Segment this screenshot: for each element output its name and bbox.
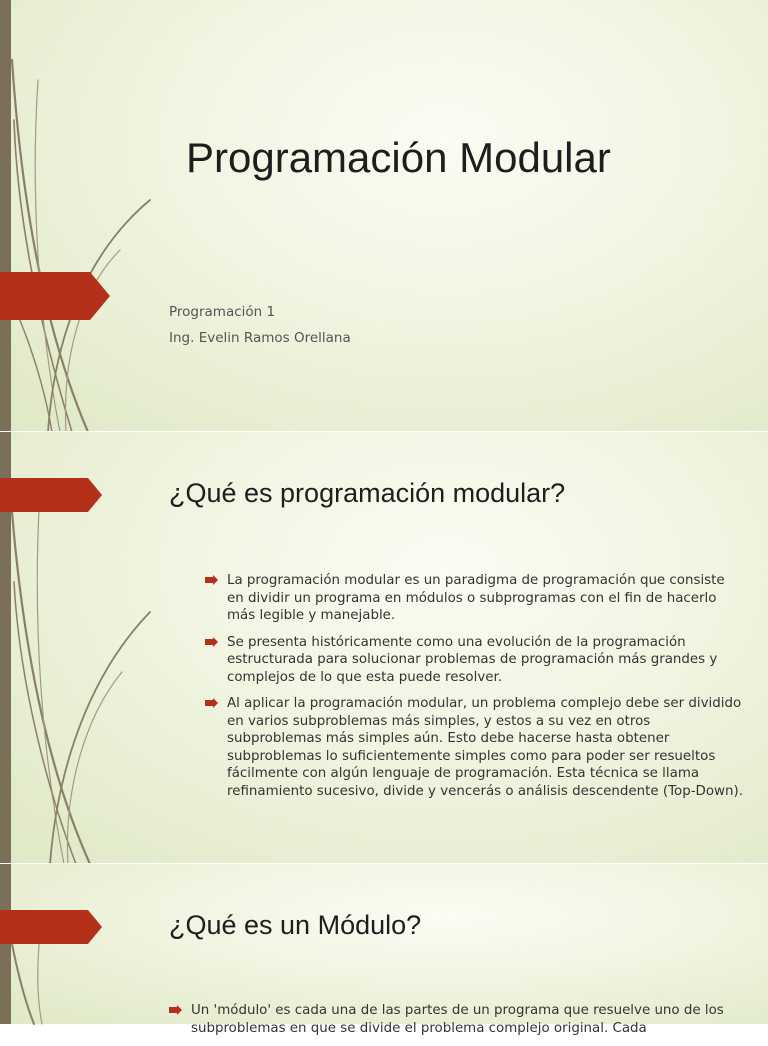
- grass-decoration-icon: [0, 0, 160, 432]
- bullet-text: Al aplicar la programación modular, un problema complejo debe ser dividido en varios subproblemas más simples, y estos a su vez en otros subproblemas más simples aún. Esto debe hacerse hasta obtener subproblemas lo suficientemente simples como para poder ser resueltos fácilmente con algún lenguaje de programación. Esta técnica se llama refinamiento sucesivo, divide y vencerás o análisis descendente (Top-Down).: [227, 696, 743, 799]
- arrow-bullet-icon: [205, 698, 218, 708]
- list-item: [203, 572, 743, 625]
- list-item: [203, 634, 743, 687]
- bullet-text: Un 'módulo' es cada una de las partes de un programa que resuelve uno de los subproblemas en que se divide el problema complejo original. Cada: [191, 1003, 724, 1036]
- subtitle-course: Programación 1: [169, 304, 276, 320]
- arrow-bullet-icon: [205, 637, 218, 647]
- arrow-bullet-icon: [169, 1005, 182, 1015]
- bullet-list: [203, 572, 743, 809]
- list-item: [203, 695, 743, 800]
- slide-heading: ¿Qué es programación modular?: [169, 478, 566, 508]
- list-item: [167, 1002, 747, 1037]
- grass-decoration-icon: [0, 864, 160, 1024]
- slide-3-module: [0, 864, 768, 1036]
- arrow-bullet-icon: [205, 575, 218, 585]
- slide-title: Programación Modular: [186, 134, 611, 181]
- slide-heading: ¿Qué es un Módulo?: [169, 910, 422, 940]
- arrow-tab-icon: [0, 272, 110, 320]
- subtitle-author: Ing. Evelin Ramos Orellana: [169, 330, 351, 346]
- arrow-tab-icon: [0, 478, 110, 512]
- slide-2-definition: [0, 432, 768, 864]
- bullet-text: Se presenta históricamente como una evolución de la programación estructurada para solucionar problemas de programación más grandes y complejos de lo que esta puede resolver.: [227, 634, 718, 685]
- arrow-tab-icon: [0, 910, 110, 944]
- bullet-list: [167, 1002, 747, 1046]
- slide-1-title: [0, 0, 768, 432]
- bullet-text: La programación modular es un paradigma de programación que consiste en dividir un programa en módulos o subprogramas con el fin de hacerlo más legible y manejable.: [227, 573, 725, 623]
